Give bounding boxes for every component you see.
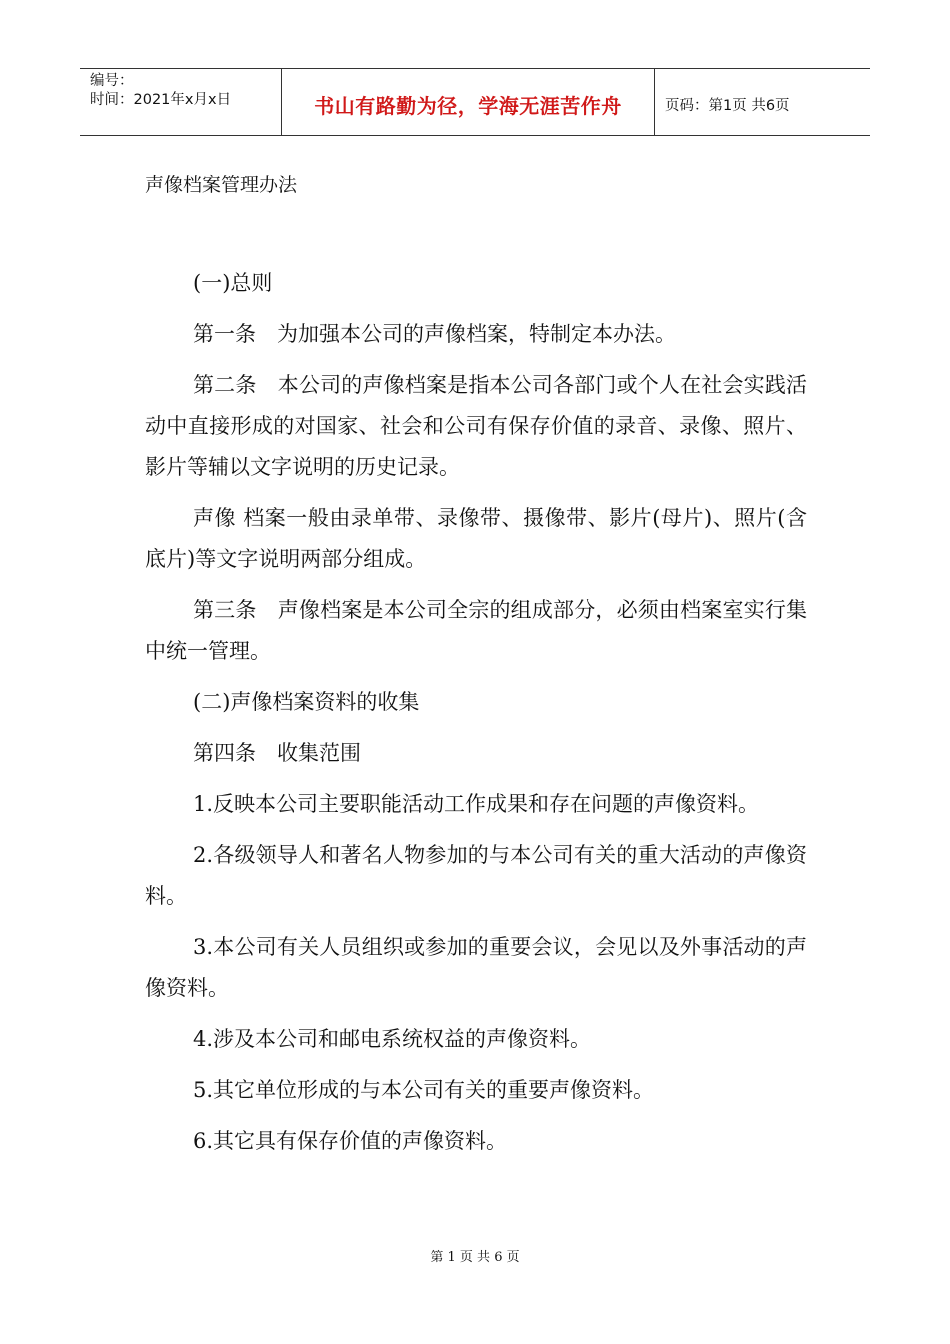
- header-page-info: 页码：第1页 共6页: [665, 97, 790, 114]
- list-item: 1.反映本公司主要职能活动工作成果和存在问题的声像资料。: [193, 792, 760, 816]
- document-date-label: 时间：2021年x月x日: [90, 92, 232, 108]
- header-motto-cell: [282, 69, 655, 135]
- section-heading-collection: (二)声像档案资料的收集: [193, 690, 420, 714]
- header-table: [80, 68, 870, 136]
- list-item: 3.本公司有关人员组织或参加的重要会议，会见以及外事活动的声像资料。: [145, 935, 807, 1000]
- article-3: 第三条 声像档案是本公司全宗的组成部分，必须由档案室实行集中统一管理。: [145, 598, 807, 663]
- article-2: 第二条 本公司的声像档案是指本公司各部门或个人在社会实践活动中直接形成的对国家、社会和公司有保存价值的录音、录像、照片、影片等辅以文字说明的历史记录。: [145, 373, 807, 479]
- list-item: 5.其它单位形成的与本公司有关的重要声像资料。: [193, 1078, 655, 1102]
- document-body: [145, 263, 807, 1172]
- article-2-composition: 声像 档案一般由录单带、录像带、摄像带、影片(母片)、照片(含底片)等文字说明两部分组成。: [145, 506, 807, 571]
- list-item: 4.涉及本公司和邮电系统权益的声像资料。: [193, 1027, 592, 1051]
- header-motto: 书山有路勤为径，学海无涯苦作舟: [314, 93, 622, 118]
- header-page-cell: [655, 69, 870, 135]
- article-4: 第四条 收集范围: [193, 741, 361, 765]
- article-1: 第一条 为加强本公司的声像档案，特制定本办法。: [193, 322, 676, 346]
- list-item: 2.各级领导人和著名人物参加的与本公司有关的重大活动的声像资料。: [145, 843, 807, 908]
- list-item: 6.其它具有保存价值的声像资料。: [193, 1129, 508, 1153]
- section-heading-general: (一)总则: [193, 271, 273, 295]
- header-meta-cell: [80, 69, 282, 135]
- document-title: 声像档案管理办法: [145, 174, 298, 196]
- page-footer: 第 1 页 共 6 页: [430, 1250, 520, 1265]
- document-number-label: 编号：: [90, 73, 134, 89]
